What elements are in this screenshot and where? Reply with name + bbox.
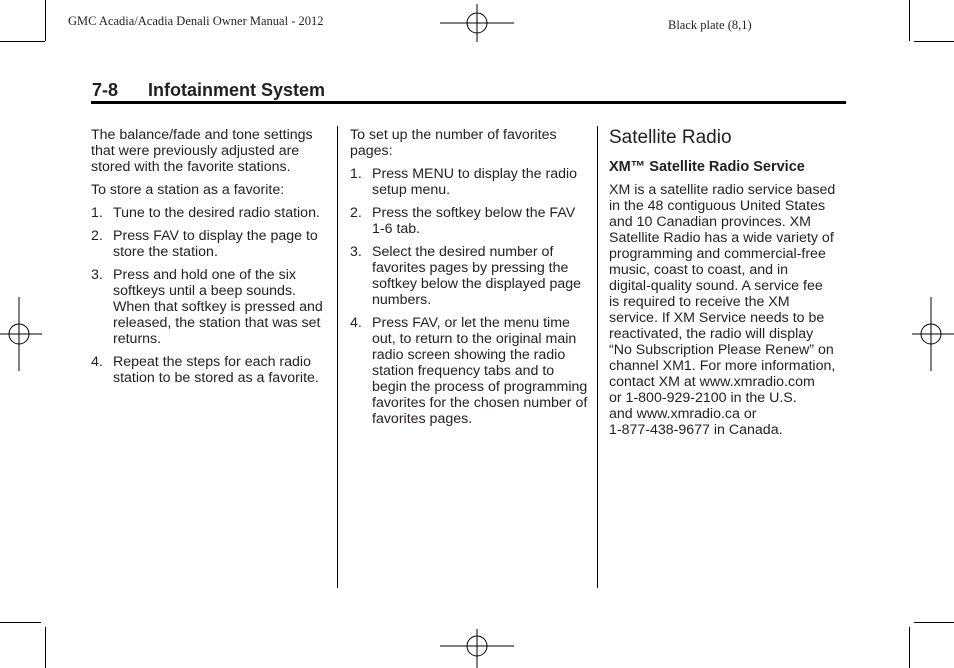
column-1 <box>91 127 331 393</box>
step-text: Select the desired number of favorites pages by pressing the softkey below the displayed page numbers. <box>372 244 582 308</box>
list-item <box>350 166 588 198</box>
section-title: Infotainment System <box>148 80 326 100</box>
step-number: 2. <box>91 228 103 244</box>
step-text: Press and hold one of the six softkeys until a beep sounds. When that softkey is pressed and released, the station that was set returns. <box>113 267 323 347</box>
step-number: 1. <box>91 205 103 221</box>
list-item <box>350 244 588 308</box>
favorites-pages-steps <box>350 166 588 427</box>
list-item <box>91 205 331 221</box>
satellite-radio-heading: Satellite Radio <box>609 127 732 148</box>
column-3 <box>609 127 849 438</box>
list-item <box>91 354 331 386</box>
column-divider-1 <box>337 126 338 588</box>
list-item <box>350 315 588 427</box>
step-text: Press FAV, or let the menu time out, to return to the original main radio screen showing the radio station frequency tabs and to begin the process of programming favorites for the chosen number of favorites pages. <box>372 315 588 427</box>
xm-service-subheading: XM™ Satellite Radio Service <box>609 159 805 175</box>
step-number: 3. <box>350 244 362 260</box>
registration-mark-top <box>440 4 514 44</box>
section-rule <box>91 101 846 104</box>
list-item <box>91 228 331 260</box>
store-favorite-steps <box>91 205 331 386</box>
registration-mark-bottom <box>440 627 514 668</box>
step-number: 4. <box>91 354 103 370</box>
plate-label: Black plate (8,1) <box>668 18 752 32</box>
intro-paragraph: The balance/fade and tone settings that were previously adjusted are stored with the favorite stations. <box>91 127 313 175</box>
step-text: Press FAV to display the page to store the station. <box>113 228 318 260</box>
favorites-pages-lead: To set up the number of favorites pages: <box>350 127 557 159</box>
step-number: 1. <box>350 166 362 182</box>
registration-mark-right <box>912 297 954 371</box>
registration-mark-left <box>0 297 42 371</box>
step-number: 4. <box>350 315 362 331</box>
xm-service-body: XM is a satellite radio service based in the 48 contiguous United States and 10 Canadian provinces. XM Satellite Radio has a wide variety of programming and commercial-free music, coast to coast, and in digital-quality sound. A service fee is required to receive the XM service. If XM Service needs to be reactivated, the radio will display “No Subscription Please Renew” on channel XM1. For more information, contact XM at www.xmradio.com or 1-800-929-2100 in the U.S. and www.xmradio.ca or 1-877-438-9677 in Canada. <box>609 182 836 438</box>
column-2 <box>350 127 588 434</box>
manual-title: GMC Acadia/Acadia Denali Owner Manual - 2012 <box>68 14 324 28</box>
step-text: Press MENU to display the radio setup menu. <box>372 166 578 198</box>
step-number: 3. <box>91 267 103 283</box>
section-number: 7-8 <box>92 80 119 100</box>
list-item <box>91 267 331 347</box>
store-favorite-lead: To store a station as a favorite: <box>91 182 285 198</box>
step-text: Repeat the steps for each radio station to be stored as a favorite. <box>113 354 319 386</box>
step-number: 2. <box>350 205 362 221</box>
column-divider-2 <box>597 126 598 588</box>
list-item <box>350 205 588 237</box>
step-text: Press the softkey below the FAV 1-6 tab. <box>372 205 576 237</box>
step-text: Tune to the desired radio station. <box>113 205 320 221</box>
